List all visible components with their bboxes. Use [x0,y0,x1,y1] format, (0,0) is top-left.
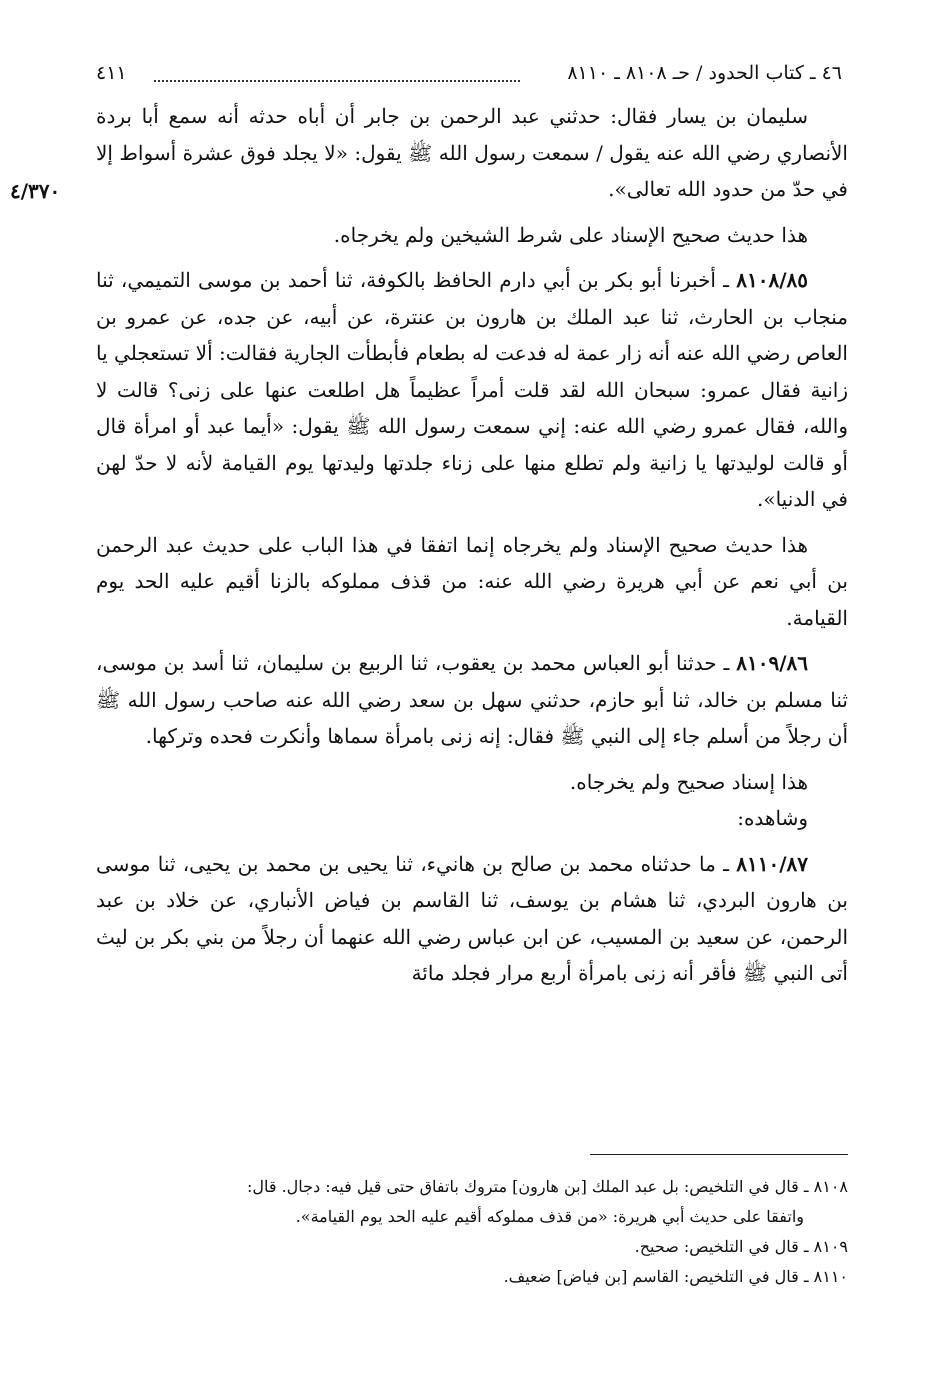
hadith-entry [96,262,848,518]
footnotes [96,1172,848,1292]
hadith-number: ٨١٠٩/٨٦ [736,651,808,675]
footnote: ٨١٠٨ ـ قال في التلخيص: بل عبد الملك [بن هارون] متروك باتفاق حتى قيل فيه: دجال. قال: [246,1177,848,1196]
chapter-title: ٤٦ ـ كتاب الحدود / حـ ٨١٠٨ ـ ٨١١٠ [567,62,842,84]
hadith-entry [96,645,848,755]
footnote: ٨١٠٩ ـ قال في التلخيص: صحيح. [634,1237,848,1256]
hadith-text: ـ حدثنا أبو العباس محمد بن يعقوب، ثنا الربيع بن سليمان، ثنا أسد بن موسى، ثنا مسلم بن خالد، ثنا أبو حازم، حدثني سهل بن سعد رضي الله عنه صاحب رسول الله ﷺ أن رجلاً من أسلم جاء إلى النبي ﷺ فقال: إنه زنى بامرأة سماها وأنكرت فحده وتركها. [96,651,848,748]
paragraph: سليمان بن يسار فقال: حدثني عبد الرحمن بن جابر أن أباه حدثه أنه سمع أبا بردة الأنصاري رضي الله عنه يقول / سمعت رسول الله ﷺ يقول: «لا يجلد فوق عشرة أسواط إلا في حدّ من حدود الله تعالى». [96,104,848,201]
running-header [96,52,848,98]
footnote: ٨١١٠ ـ قال في التلخيص: القاسم [بن فياض] ضعيف. [503,1267,848,1286]
paragraph: وشاهده: [737,806,808,830]
book-page [10,52,848,1352]
hadith-number: ٨١٠٨/٨٥ [736,268,808,292]
footnote-continuation: واتفقا على حديث أبي هريرة: «من قذف مملوكه أقيم عليه الحد يوم القيامة». [295,1207,804,1226]
hadith-entry [96,846,848,992]
paragraph: هذا إسناد صحيح ولم يخرجاه. [569,769,808,794]
header-dotted-leader [154,80,520,82]
hadith-number: ٨١١٠/٨٧ [736,851,808,876]
paragraph: هذا حديث صحيح الإسناد ولم يخرجاه إنما اتفقا في هذا الباب على حديث عبد الرحمن بن أبي نعم عن أبي هريرة رضي الله عنه: من قذف مملوكه بالزنا أقيم عليه الحد يوم القيامة. [96,532,848,630]
footnote-separator [590,1154,848,1155]
page-number: ٤١١ [96,62,127,84]
margin-reference: ٤/٣٧٠ [10,179,61,203]
main-text [96,98,848,992]
paragraph: هذا حديث صحيح الإسناد على شرط الشيخين ولم يخرجاه. [333,222,808,247]
hadith-text: ـ أخبرنا أبو بكر بن أبي دارم الحافظ بالكوفة، ثنا أحمد بن موسى التميمي، ثنا منجاب بن الحارث، ثنا عبد الملك بن هارون بن عنترة، عن أبيه، عن جده، عن عمرو بن العاص رضي الله عنه أنه زار عمة له فدعت له بطعام فأبطأت الجارية فقالت: ألا تستعجلي يا زانية فقال عمرو: سبحان الله لقد قلت أمراً عظيماً هل اطلعت عنها على زنى؟ قالت لا والله، فقال عمرو رضي الله عنه: إني سمعت رسول الله ﷺ يقول: «أيما عبد أو امرأة قال أو قالت لوليدتها يا زانية ولم تطلع منها على زناء جلدتها وليدتها يوم القيامة لأنه لا حدّ لهن في الدنيا». [96,268,848,511]
hadith-text: ـ ما حدثناه محمد بن صالح بن هانيء، ثنا يحيى بن محمد بن يحيى، ثنا موسى بن هارون البردي، ثنا هشام بن يوسف، ثنا القاسم بن فياض الأنباري، عن خلاد بن عبد الرحمن، عن سعيد بن المسيب، عن ابن عباس رضي الله عنهما أن رجلاً من بني بكر بن ليث أتى النبي ﷺ فأقر أنه زنى بامرأة أربع مرار فجلد مائة [96,851,848,985]
